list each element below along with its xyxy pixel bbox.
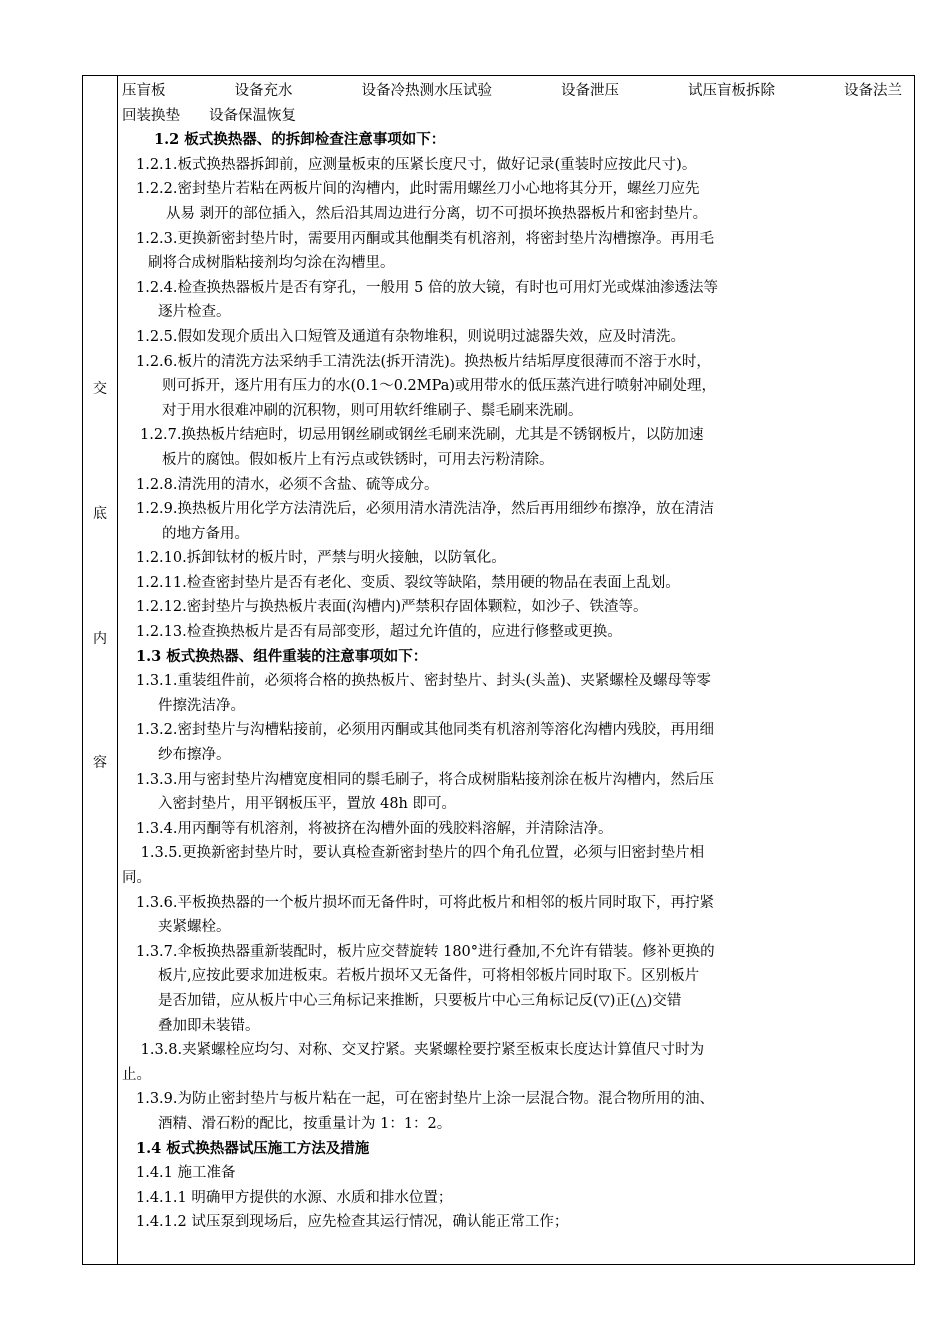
text-line: 1.2.9.换热板片用化学方法清洗后，必须用清水清洗洁净，然后再用细纱布擦净，放在清洁 [136, 501, 714, 518]
text-line: 1.2.10.拆卸钛材的板片时，严禁与明火接触，以防氧化。 [136, 550, 506, 567]
step: 设备冷热测水压试验 [361, 83, 492, 99]
text-line: 1.2.8.清洗用的清水，必须不含盐、硫等成分。 [136, 476, 439, 493]
text-line: 酒精、滑石粉的配比，按重量计为 1：1：2。 [158, 1115, 452, 1132]
label-char-di: 底 [93, 506, 107, 522]
text-line: 1.3.1.重装组件前，必须将合格的换热板片、密封垫片、封头(头盖)、夹紧螺栓及螺母等零 [136, 673, 711, 690]
text-line: 夹紧螺栓。 [158, 919, 231, 936]
section-heading: 1.2 板式换热器、的拆卸检查注意事项如下： [154, 131, 446, 149]
text-line: 叠加即未装错。 [158, 1017, 260, 1034]
text-line: 入密封垫片，用平钢板压平，置放 48h 即可。 [158, 796, 457, 813]
label-char-rong: 容 [93, 755, 107, 771]
text-line: 回装换垫 设备保温恢复 [122, 107, 296, 124]
text-line: 1.2.11.检查密封垫片是否有老化、变质、裂纹等缺陷，禁用硬的物品在表面上乱划。 [136, 574, 680, 591]
step: 试压盲板拆除 [688, 83, 775, 99]
step: 设备法兰 [844, 83, 902, 99]
column-divider [117, 75, 118, 1265]
text-line: 从易 剥开的部位插入，然后沿其周边进行分离，切不可损坏换热器板片和密封垫片。 [166, 205, 708, 222]
section-heading: 1.3 板式换热器、组件重装的注意事项如下： [136, 647, 428, 665]
text-line: 1.2.7.换热板片结疤时，切忌用钢丝刷或钢丝毛刷来洗刷，尤其是不锈钢板片，以防加速 [140, 427, 704, 444]
label-char-nei: 内 [93, 631, 107, 647]
text-line: 板片的腐蚀。假如板片上有污点或铁锈时，可用去污粉清除。 [162, 451, 554, 468]
text-line: 1.2.13.检查换热板片是否有局部变形，超过允许值的，应进行修整或更换。 [136, 624, 622, 641]
text-line: 1.3.3.用与密封垫片沟槽宽度相同的鬃毛刷子，将合成树脂粘接剂涂在板片沟槽内，然后压 [136, 771, 714, 788]
text-line: 刷将合成树脂粘接剂均匀涂在沟槽里。 [148, 255, 395, 272]
text-line: 是否加错，应从板片中心三角标记来推断，只要板片中心三角标记反(▽)正(△)交错 [158, 992, 682, 1009]
text-line: 1.3.6.平板换热器的一个板片损坏而无备件时，可将此板片和相邻的板片同时取下，再拧紧 [136, 894, 714, 911]
text-line: 1.2.2.密封垫片若粘在两板片间的沟槽内，此时需用螺丝刀小心地将其分开，螺丝刀应先 [136, 181, 700, 198]
text-line: 止。 [122, 1066, 151, 1083]
text-line: 则可拆开，逐片用有压力的水(0.1～0.2MPa)或用带水的低压蒸汽进行喷射冲刷处理， [162, 378, 717, 395]
text-line: 纱布擦净。 [158, 747, 231, 764]
text-line: 1.2.3.更换新密封垫片时，需要用丙酮或其他酮类有机溶剂，将密封垫片沟槽擦净。再用毛 [136, 230, 714, 247]
text-line: 1.2.1.板式换热器拆卸前，应测量板束的压紧长度尺寸，做好记录(重装时应按此尺寸)。 [136, 156, 697, 173]
text-line: 对于用水很难冲刷的沉积物，则可用软纤维刷子、鬃毛刷来洗刷。 [162, 402, 583, 419]
section-heading: 1.4 板式换热器试压施工方法及措施 [136, 1139, 370, 1157]
text-line: 1.2.6.板片的清洗方法采纳手工清洗法(拆开清洗)。换热板片结垢厚度很薄而不溶于水时， [136, 353, 711, 370]
step: 设备充水 [234, 83, 293, 99]
text-line: 的地方备用。 [162, 525, 249, 542]
text-line: 1.4.1.1 明确甲方提供的水源、水质和排水位置； [136, 1189, 453, 1206]
text-line: 1.2.4.检查换热器板片是否有穿孔，一般用 5 倍的放大镜，有时也可用灯光或煤油渗透法等 [136, 279, 718, 296]
text-line: 1.4.1 施工准备 [136, 1165, 236, 1182]
text-line: 1.2.5.假如发现介质出入口短管及通道有杂物堆积，则说明过滤器失效，应及时清洗。 [136, 328, 686, 345]
step: 压盲板 [122, 83, 166, 99]
text-line: 1.3.8.夹紧螺栓应均匀、对称、交叉拧紧。夹紧螺栓要拧紧至板束长度达计算值尺寸时为 [136, 1042, 705, 1059]
text-line: 逐片检查。 [158, 304, 231, 321]
text-line: 1.2.12.密封垫片与换热板片表面(沟槽内)严禁积存固体颗粒，如沙子、铁渣等。 [136, 599, 648, 616]
step: 设备泄压 [561, 83, 619, 99]
label-char-jiao: 交 [93, 381, 107, 397]
text-line: 件擦洗洁净。 [158, 697, 245, 714]
text-line: 板片,应按此要求加进板束。若板片损坏又无备件，可将相邻板片同时取下。区别板片 [158, 968, 700, 985]
text-line: 1.3.9.为防止密封垫片与板片粘在一起，可在密封垫片上涂一层混合物。混合物所用的油、 [136, 1091, 714, 1108]
text-line: 1.4.1.2 试压泵到现场后，应先检查其运行情况，确认能正常工作； [136, 1214, 569, 1231]
document-body [122, 79, 907, 1235]
text-line: 同。 [122, 870, 151, 886]
text-line: 1.3.7.伞板换热器重新装配时，板片应交替旋转 180°进行叠加,不允许有错装。修补更换的 [136, 943, 715, 960]
text-line: 1.3.2.密封垫片与沟槽粘接前，必须用丙酮或其他同类有机溶剂等溶化沟槽内残胶，再用细 [136, 722, 714, 739]
text-line: 1.3.5.更换新密封垫片时，要认真检查新密封垫片的四个角孔位置，必须与旧密封垫片相 [136, 845, 705, 862]
process-steps [122, 79, 902, 104]
text-line: 1.3.4.用丙酮等有机溶剂，将被挤在沟槽外面的残胶料溶解，并清除洁净。 [136, 820, 613, 837]
